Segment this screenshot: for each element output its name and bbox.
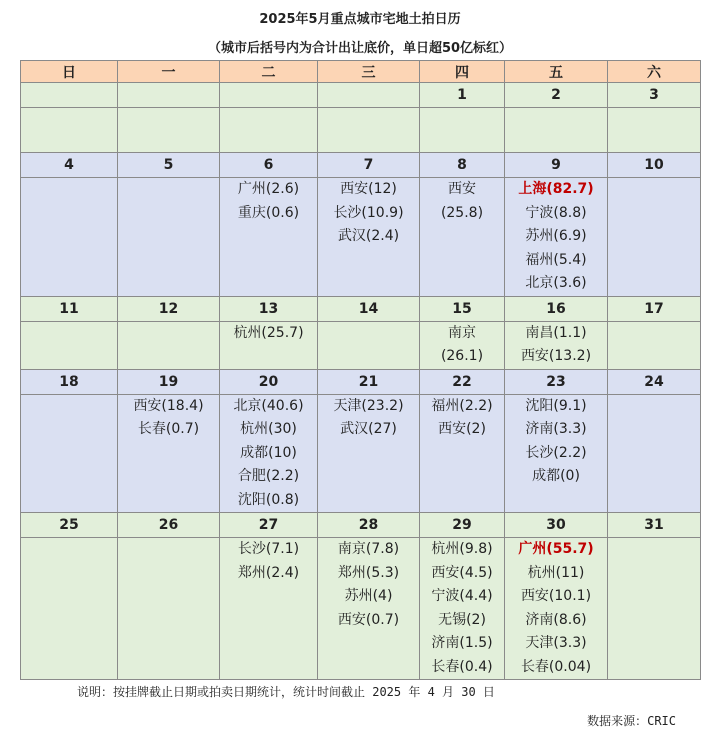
day-number: 2 [505, 83, 608, 108]
land-auction-entry: 西安(13.2) [520, 348, 592, 364]
day-cell [21, 178, 118, 297]
day-number: 31 [608, 513, 701, 538]
day-cell [21, 394, 118, 513]
land-auction-entry: 郑州(5.3) [337, 564, 400, 581]
land-auction-entry: 成都(0) [532, 468, 580, 484]
day-number: 9 [505, 153, 608, 178]
day-cell [608, 178, 701, 297]
land-auction-entry: 南京(7.8) [337, 541, 400, 557]
land-auction-entry: 长沙(7.1) [237, 541, 300, 557]
day-cell [505, 394, 608, 513]
week-date-row [21, 83, 701, 108]
land-auction-entry: 福州(5.4) [525, 251, 587, 268]
weekday-header: 一 [118, 61, 220, 83]
day-number: 13 [220, 296, 318, 321]
land-auction-entry: 西安(10.1) [520, 588, 592, 604]
land-auction-entry: 西安(18.4) [133, 397, 204, 414]
day-cell [420, 321, 505, 369]
day-number [21, 83, 118, 108]
day-number: 17 [608, 296, 701, 321]
land-auction-entry: (26.1) [440, 348, 484, 364]
day-number: 8 [420, 153, 505, 178]
day-cell [505, 108, 608, 153]
land-auction-entry: 长沙(2.2) [525, 444, 587, 461]
land-auction-entry: 西安(2) [438, 421, 486, 437]
week-date-row [21, 513, 701, 538]
day-cell [220, 178, 318, 297]
calendar-table [20, 60, 701, 680]
day-cell [608, 108, 701, 153]
land-auction-entry: 武汉(2.4) [337, 228, 400, 244]
land-auction-entry: 北京(3.6) [525, 275, 587, 291]
calendar-body [21, 83, 701, 680]
day-cell [318, 178, 420, 297]
land-auction-entry: 苏州(6.9) [525, 228, 587, 244]
day-cell [118, 178, 220, 297]
day-number: 22 [420, 369, 505, 394]
land-auction-entry: 武汉(27) [340, 421, 397, 437]
weekday-header: 五 [505, 61, 608, 83]
day-cell [118, 108, 220, 153]
day-number: 1 [420, 83, 505, 108]
day-cell [220, 538, 318, 680]
land-auction-entry: 长春(0.4) [431, 658, 493, 675]
land-auction-entry: 郑州(2.4) [237, 564, 300, 581]
day-cell [220, 394, 318, 513]
day-number: 11 [21, 296, 118, 321]
land-auction-entry: 西安(0.7) [337, 611, 400, 628]
land-auction-entry: 济南(1.5) [431, 635, 493, 651]
day-cell [21, 538, 118, 680]
day-cell [318, 321, 420, 369]
day-number: 26 [118, 513, 220, 538]
day-cell [505, 321, 608, 369]
week-date-row [21, 153, 701, 178]
day-number: 6 [220, 153, 318, 178]
land-auction-entry: 宁波(8.8) [525, 204, 587, 221]
day-number [220, 83, 318, 108]
day-cell [118, 321, 220, 369]
land-auction-entry: 合肥(2.2) [237, 468, 300, 484]
land-auction-entry: 苏州(4) [344, 588, 393, 604]
week-content-row [21, 321, 701, 369]
weekday-header: 六 [608, 61, 701, 83]
land-auction-entry: 广州(2.6) [237, 181, 300, 197]
day-cell [220, 108, 318, 153]
land-auction-entry: 广州(55.7) [518, 541, 594, 557]
weekday-header: 日 [21, 61, 118, 83]
day-number: 16 [505, 296, 608, 321]
land-auction-entry: 天津(23.2) [333, 397, 404, 414]
day-cell [118, 538, 220, 680]
land-auction-entry: 沈阳(9.1) [525, 397, 587, 414]
land-auction-entry: 重庆(0.6) [237, 204, 300, 221]
land-auction-entry: 杭州(30) [240, 421, 297, 437]
land-auction-entry: 南昌(1.1) [525, 324, 587, 341]
day-number: 7 [318, 153, 420, 178]
day-number: 15 [420, 296, 505, 321]
weekday-header: 四 [420, 61, 505, 83]
land-auction-entry: 济南(8.6) [525, 611, 587, 628]
land-auction-entry: 济南(3.3) [525, 421, 587, 437]
day-cell [318, 394, 420, 513]
day-cell [608, 321, 701, 369]
land-auction-entry: 宁波(4.4) [431, 588, 493, 604]
day-cell [505, 178, 608, 297]
land-auction-entry: 杭州(11) [527, 564, 585, 581]
day-number: 19 [118, 369, 220, 394]
day-cell [420, 108, 505, 153]
week-date-row [21, 369, 701, 394]
day-number: 14 [318, 296, 420, 321]
day-cell [505, 538, 608, 680]
day-cell [420, 394, 505, 513]
land-auction-entry: 长春(0.04) [520, 658, 592, 675]
day-number: 10 [608, 153, 701, 178]
day-number [118, 83, 220, 108]
week-date-row [21, 296, 701, 321]
land-auction-entry: 沈阳(0.8) [237, 491, 300, 508]
land-auction-entry: 长沙(10.9) [333, 204, 404, 221]
day-number: 24 [608, 369, 701, 394]
land-auction-entry: 西安(4.5) [431, 564, 493, 581]
land-auction-entry: 成都(10) [240, 444, 297, 461]
land-auction-entry: 北京(40.6) [233, 397, 304, 414]
day-cell [220, 321, 318, 369]
land-auction-entry: 杭州(9.8) [431, 541, 493, 557]
land-auction-entry: (25.8) [440, 204, 484, 221]
day-number: 28 [318, 513, 420, 538]
day-number: 25 [21, 513, 118, 538]
day-number: 3 [608, 83, 701, 108]
day-number: 20 [220, 369, 318, 394]
day-cell [608, 394, 701, 513]
day-number: 4 [21, 153, 118, 178]
day-cell [21, 321, 118, 369]
land-auction-entry: 福州(2.2) [431, 397, 493, 414]
page-subtitle: （城市后括号内为合计出让底价，单日超50亿标红） [207, 41, 513, 56]
weekday-header: 三 [318, 61, 420, 83]
day-cell [318, 538, 420, 680]
data-source: 数据来源：CRIC [587, 714, 676, 728]
day-number: 27 [220, 513, 318, 538]
week-content-row [21, 108, 701, 153]
day-cell [21, 108, 118, 153]
day-number: 29 [420, 513, 505, 538]
day-number: 5 [118, 153, 220, 178]
weekday-header-row [21, 61, 701, 83]
land-auction-entry: 长春(0.7) [137, 421, 200, 437]
land-auction-entry: 天津(3.3) [525, 635, 587, 651]
day-number: 30 [505, 513, 608, 538]
footnote: 说明：按挂牌截止日期或拍卖日期统计，统计时间截止 2025 年 4 月 30 日 [77, 685, 495, 699]
day-number: 21 [318, 369, 420, 394]
land-auction-entry: 无锡(2) [438, 611, 486, 628]
day-number: 18 [21, 369, 118, 394]
day-number [318, 83, 420, 108]
land-auction-entry: 南京 [448, 324, 476, 341]
weekday-header: 二 [220, 61, 318, 83]
week-content-row [21, 394, 701, 513]
land-auction-entry: 杭州(25.7) [233, 324, 304, 341]
day-cell [318, 108, 420, 153]
day-number: 23 [505, 369, 608, 394]
day-cell [608, 538, 701, 680]
day-cell [420, 538, 505, 680]
land-auction-entry: 上海(82.7) [518, 181, 594, 197]
land-auction-entry: 西安(12) [340, 181, 397, 197]
week-content-row [21, 538, 701, 680]
day-number: 12 [118, 296, 220, 321]
week-content-row [21, 178, 701, 297]
day-cell [118, 394, 220, 513]
land-auction-entry: 西安 [448, 181, 476, 197]
page-title: 2025年5月重点城市宅地土拍日历 [259, 12, 461, 27]
day-cell [420, 178, 505, 297]
